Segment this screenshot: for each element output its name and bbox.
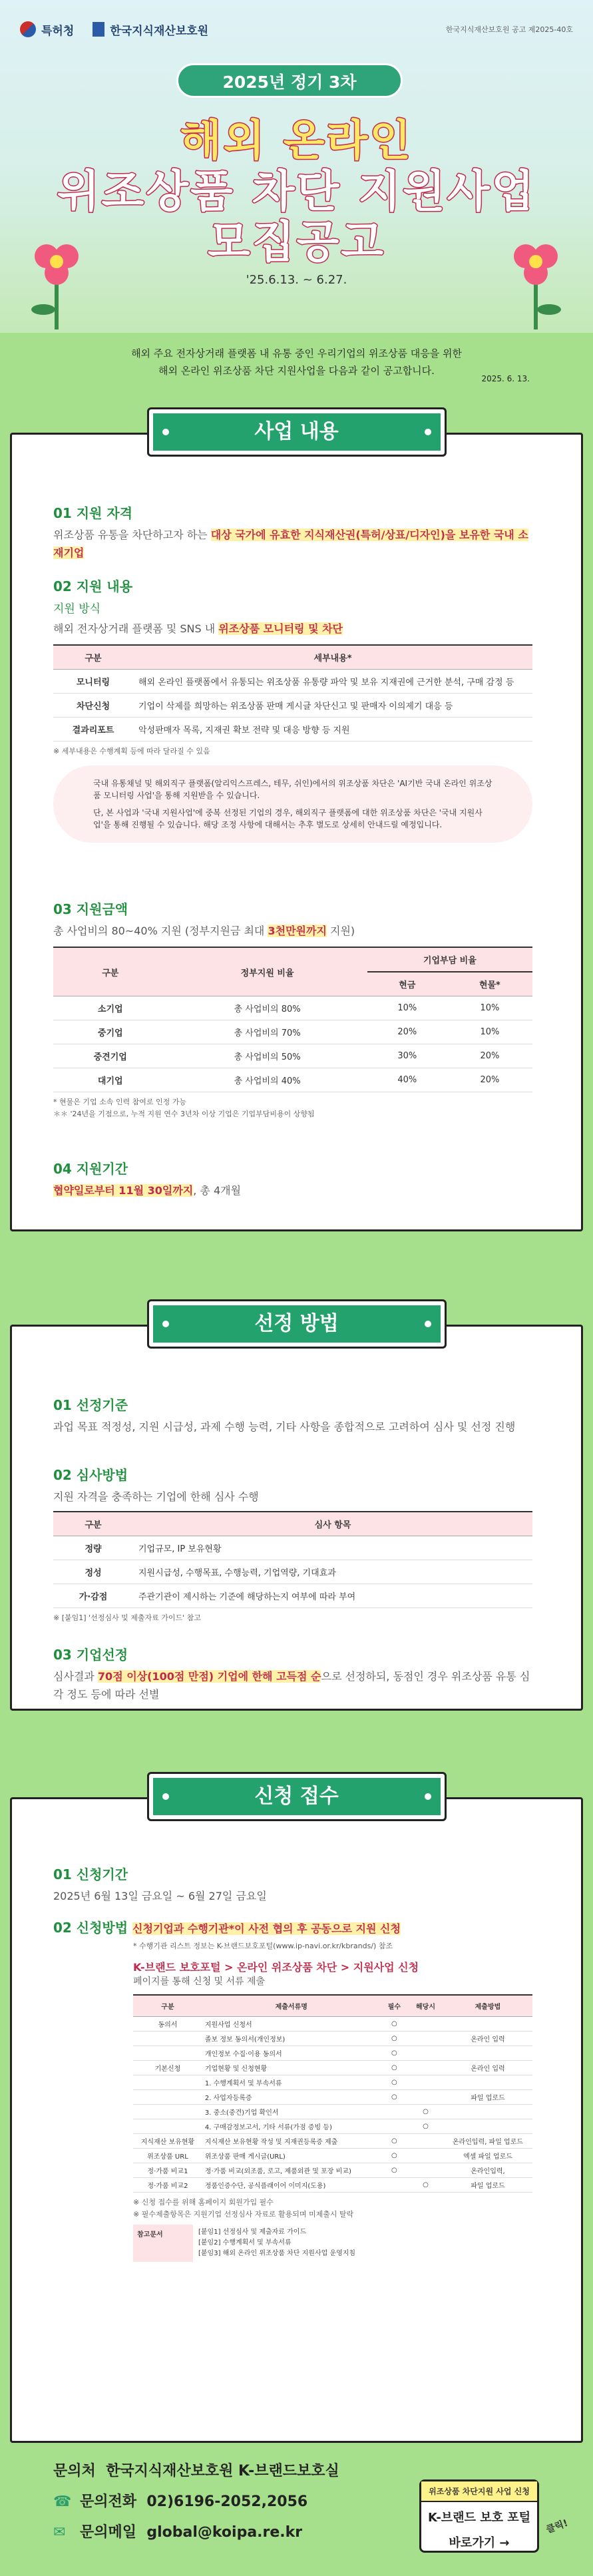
table-row: [133, 2105, 532, 2119]
cell: 대기업: [53, 1068, 168, 1092]
cell: [443, 2105, 532, 2119]
intro: [0, 333, 593, 399]
kbrand-portal-line2: 바로가기 →: [449, 2536, 510, 2550]
kipo-logo: [20, 21, 74, 38]
contact-org-label: 문의처: [53, 2463, 96, 2479]
cell: [443, 2075, 532, 2090]
cell: ○: [408, 2119, 443, 2134]
criteria-heading: 01 선정기준: [53, 1397, 128, 1413]
cell: ○: [381, 2090, 408, 2105]
apply-method-note: * 수행기관 리스트 정보는 K-브랜드보호포털(www.ip-navi.or.kr/kbrands/) 참조: [133, 1942, 393, 1950]
support-amount: [53, 899, 532, 1120]
amount-note-1: * 현물은 기업 소속 인력 참여로 인정 가능: [53, 1098, 186, 1106]
cell: 30%: [367, 1044, 447, 1068]
section-selection-badge: [147, 1299, 447, 1349]
notice-number: 한국지식재산보호원 공고 제2025-40호: [445, 25, 573, 34]
cell: [408, 2090, 443, 2105]
pink-notice: [53, 765, 532, 843]
content-table: [53, 644, 532, 742]
cell: 개인정보 수집·이용 동의서: [202, 2046, 381, 2061]
table-row: [133, 2017, 532, 2032]
cell: 4. 구매감정보고서, 기타 서류(가점 증빙 등): [202, 2119, 381, 2134]
reference-docs: [133, 2225, 532, 2262]
section-apply-badge: [147, 1772, 447, 1821]
amount-col-1: 구분: [53, 947, 168, 996]
docs-col-3: 필수: [381, 1995, 408, 2017]
cell: 온라인입력, 파일 업로드: [443, 2134, 532, 2149]
cell: 정량: [53, 1536, 133, 1560]
reference-doc-2: [붙임2] 수행계획서 및 부속서류: [198, 2239, 292, 2247]
table-row: [133, 2149, 532, 2163]
docs-note-1: ※ 신청 접수를 위해 홈페이지 회원가입 필수: [133, 2198, 274, 2207]
selection-criteria: [53, 1395, 532, 1436]
cell: 기업규모, IP 보유현황: [133, 1536, 532, 1560]
content-sub: 지원 방식: [53, 602, 101, 616]
cell: 졸보 정보 동의서(개인정보): [202, 2032, 381, 2046]
section-business-badge: [147, 407, 447, 457]
apply-period-heading: 01 신청기간: [53, 1866, 128, 1882]
amount-col-2: 정부지원 비율: [168, 947, 367, 996]
cell: 파일 업로드: [443, 2090, 532, 2105]
cell: [133, 2046, 202, 2061]
cell: 지원사업 신청서: [202, 2017, 381, 2032]
table-row: [133, 2119, 532, 2134]
apply-method: [53, 1917, 532, 2262]
section-selection-title: 선정 방법: [254, 1312, 339, 1335]
cell: [408, 2163, 443, 2178]
hero-period: '25.6.13. ~ 6.27.: [246, 273, 347, 287]
cell: 지원시급성, 수행목표, 수행능력, 기업역량, 기대효과: [133, 1560, 532, 1584]
cell: 기본신청: [133, 2061, 202, 2075]
cell: 정성: [53, 1560, 133, 1584]
cell: 기업현황 및 신청현황: [202, 2061, 381, 2075]
cell: 중견기업: [53, 1044, 168, 1068]
cell: [133, 2090, 202, 2105]
amount-text-c: 지원): [326, 925, 355, 937]
cell: 10%: [447, 1020, 532, 1044]
contact-mail-label: 문의메일: [80, 2524, 137, 2541]
cell: 정·가품 비교2: [133, 2178, 202, 2193]
cell: [408, 2032, 443, 2046]
cell: [133, 2105, 202, 2119]
cell: 위조상품 판매 게시글(URL): [202, 2149, 381, 2163]
contact-tel-label: 문의전화: [80, 2493, 137, 2510]
table-row: [133, 2178, 532, 2193]
amount-col-kind: 현물*: [447, 972, 532, 996]
hero-title-2: 위조상품 차단 지원사업: [57, 166, 536, 217]
support-content: [53, 576, 532, 843]
contact-tel[interactable]: 02)6196-2052,2056: [146, 2493, 308, 2510]
cell: ○: [381, 2061, 408, 2075]
cell: ○: [381, 2046, 408, 2061]
amount-text-a: 총 사업비의 80~40% 지원 (정부지원금 최대: [53, 925, 268, 937]
kipa-logo: [93, 21, 208, 38]
contact-info: [53, 2456, 339, 2548]
hero-title-3: 모집공고: [207, 216, 386, 268]
review-col-2: 심사 항목: [133, 1512, 532, 1536]
apply-period: [53, 1864, 532, 1905]
cell: 동의서: [133, 2017, 202, 2032]
table-row: [53, 1044, 532, 1068]
cell: [408, 2134, 443, 2149]
content-text-a: 해외 전자상거래 플랫폼 및 SNS 내: [53, 622, 219, 635]
table-row: [133, 2163, 532, 2178]
company-selection-b: 70점 이상(100점 만점) 기업에 한해 고득점 순: [97, 1670, 321, 1683]
cell: [408, 2046, 443, 2061]
content-col-2: 세부내용*: [133, 645, 532, 670]
amount-heading: 03 지원금액: [53, 901, 128, 917]
cell: [133, 2075, 202, 2090]
content-note: ※ 세부내용은 수행계획 등에 따라 달라질 수 있음: [53, 747, 210, 755]
cell: 지식재산 보유현황 작성 및 지재권등록증 제출: [202, 2134, 381, 2149]
cell: 3. 중소(중견)기업 확인서: [202, 2105, 381, 2119]
cell: [381, 2119, 408, 2134]
apply-period-text: 2025년 6월 13일 금요일 ~ 6월 27일 금요일: [53, 1890, 267, 1902]
amount-col-cash: 현금: [367, 972, 447, 996]
cell: 총 사업비의 70%: [168, 1020, 367, 1044]
reference-label: 참고문서: [133, 2225, 193, 2262]
cell: ○: [381, 2163, 408, 2178]
period-heading: 04 지원기간: [53, 1161, 128, 1177]
cell: 주관기관이 제시하는 기준에 해당하는지 여부에 따라 부여: [133, 1584, 532, 1608]
docs-col-2: 제출서류명: [202, 1995, 381, 2017]
cell: [381, 2178, 408, 2193]
criteria-text: 과업 목표 적정성, 지원 시급성, 과제 수행 능력, 기타 사항을 종합적으로 고려하여 심사 및 선정 진행: [53, 1420, 516, 1433]
table-row: [53, 1020, 532, 1044]
flower-left-icon: [27, 236, 87, 329]
table-row: [53, 694, 532, 718]
cell: 중기업: [53, 1020, 168, 1044]
cell: 가·감점: [53, 1584, 133, 1608]
docs-col-4: 해당시: [408, 1995, 443, 2017]
eligibility-text: [53, 526, 532, 562]
cell: 정·가품 비교(외조품, 로고, 제품외관 및 포장 비교): [202, 2163, 381, 2178]
support-eligibility: [53, 503, 532, 562]
apply-method-text: 신청기업과 수행기관*이 사전 협의 후 공동으로 지원 신청: [132, 1922, 401, 1935]
company-selection-a: 심사결과: [53, 1670, 98, 1683]
cell: 온라인입력,: [443, 2163, 532, 2178]
company-selection-heading: 03 기업선정: [53, 1647, 128, 1663]
cell: 20%: [447, 1044, 532, 1068]
cell: 기업이 삭제를 희망하는 위조상품 판매 게시글 차단신고 및 판매자 이의제기 대응 등: [133, 694, 532, 718]
click-label: 클릭!: [544, 2517, 570, 2536]
pink-notice-2: 단, 본 사업과 '국내 지원사업'에 중복 선정된 기업의 경우, 해외직구 플랫폼에 대한 위조상품 차단은 '국내 지원사업'을 통해 진행될 수 있습니다. 해당 조정 사항에 대해서는 추후 별도로 상세히 안내드릴 예정입니다.: [93, 808, 483, 829]
eligibility-heading: 01 지원 자격: [53, 505, 133, 521]
period-text-a: 협약일로부터 11월 30일까지: [53, 1184, 194, 1197]
docs-col-5: 제출방법: [443, 1995, 532, 2017]
apply-method-heading: [53, 1917, 532, 1936]
company-selection: [53, 1644, 532, 1703]
table-row: [133, 2061, 532, 2075]
table-row: [133, 2032, 532, 2046]
cell: [381, 2105, 408, 2119]
cell: 모니터링: [53, 670, 133, 694]
cell: ○: [408, 2178, 443, 2193]
company-selection-c: 으로 선정하되, 동점인 경우 위조상품 유통 심각 정도 등에 따라 선별: [53, 1670, 530, 1701]
cell: 20%: [447, 1068, 532, 1092]
cell: 위조상품 URL: [133, 2149, 202, 2163]
table-row: [133, 2075, 532, 2090]
table-row: [53, 670, 532, 694]
cell: 10%: [447, 996, 532, 1020]
review-heading: 02 심사방법: [53, 1467, 128, 1483]
amount-table: [53, 947, 532, 1092]
cell: 소기업: [53, 996, 168, 1020]
cell: [408, 2017, 443, 2032]
table-row: [133, 2134, 532, 2149]
phone-icon: ☎: [53, 2493, 72, 2510]
documents-table: [133, 1994, 532, 2193]
cell: 결과리포트: [53, 718, 133, 742]
kbrand-portal-label: 위조상품 차단지원 사업 신청: [421, 2481, 537, 2502]
section-apply-title: 신청 접수: [254, 1785, 339, 1808]
cell: ○: [381, 2149, 408, 2163]
pink-notice-1: 국내 유통채널 및 해외직구 플랫폼(알리익스프레스, 테무, 쉬인)에서의 위조상품 차단은 'AI기반 국내 온라인 위조상품 모니터링 사업'을 통해 지원받을 수 있습니다.: [93, 779, 493, 800]
review-text: 지원 자격을 충족하는 기업에 한해 심사 수행: [53, 1490, 259, 1503]
kipa-name: 한국지식재산보호원: [110, 24, 209, 38]
table-row: [53, 1560, 532, 1584]
round-pill: 2025년 정기 3차: [176, 63, 403, 98]
kbrand-portal-button[interactable]: [419, 2479, 539, 2553]
hero: [0, 0, 593, 333]
top-bar: [20, 16, 573, 43]
table-row: [53, 1068, 532, 1092]
cell: 엑셀 파일 업로드: [443, 2149, 532, 2163]
cell: ○: [381, 2075, 408, 2090]
cell: ○: [381, 2134, 408, 2149]
contact-org: 한국지식재산보호원 K-브랜드보호실: [106, 2463, 339, 2479]
cell: 정품인증수단, 공식플래이어 이미지(도용): [202, 2178, 381, 2193]
review-method: [53, 1464, 532, 1624]
reference-doc-3: [붙임3] 해외 온라인 위조상품 차단 지원사업 운영지침: [198, 2250, 356, 2257]
table-row: [133, 2046, 532, 2061]
content-text-b: 위조상품 모니터링 및 차단: [218, 622, 343, 635]
cell: 악성판매자 목록, 지재권 확보 전략 및 대응 방향 등 지원: [133, 718, 532, 742]
amount-text-b: 3천만원까지: [268, 925, 327, 937]
support-period: [53, 1158, 532, 1199]
eligibility-text-b: 대상 국가에 유효한 지식재산권(특허/상표/디자인)을 보유한 국내 소재기업: [53, 529, 528, 559]
amount-note-2: ＊＊ '24년을 기점으로, 누적 지원 연수 3년차 이상 기업은 기업부담비용이 상향됨: [53, 1110, 315, 1118]
table-row: [53, 996, 532, 1020]
table-row: [53, 718, 532, 742]
cell: [133, 2032, 202, 2046]
content-heading: 02 지원 내용: [53, 578, 133, 594]
cell: [133, 2119, 202, 2134]
cell: [408, 2061, 443, 2075]
cell: [408, 2149, 443, 2163]
mail-icon: ✉: [53, 2524, 66, 2541]
table-row: [53, 1536, 532, 1560]
cell: 파일 업로드: [443, 2178, 532, 2193]
eligibility-text-a: 위조상품 유통을 차단하고자 하는: [53, 529, 211, 541]
reference-doc-1: [붙임1] 선정심사 및 제출자료 가이드: [198, 2229, 307, 2236]
cell: ○: [408, 2105, 443, 2119]
cell: [443, 2046, 532, 2061]
cell: ○: [381, 2032, 408, 2046]
docs-note-2: ※ 필수제출항목은 지원기업 선정심사 자료로 활용되며 미제출시 탈락: [133, 2210, 354, 2219]
intro-line-1: 해외 주요 전자상거래 플랫폼 내 유통 중인 우리기업의 위조상품 대응을 위한: [131, 347, 462, 359]
cell: 온라인 입력: [443, 2032, 532, 2046]
cell: 20%: [367, 1020, 447, 1044]
review-table: [53, 1511, 532, 1608]
review-note: ※ [붙임1] '선정심사 및 제출자료 가이드' 참고: [53, 1613, 201, 1622]
apply-method-title: 02 신청방법: [53, 1920, 128, 1936]
table-row: [133, 2090, 532, 2105]
cell: [443, 2119, 532, 2134]
table-row: [53, 1584, 532, 1608]
cell: 지식재산 보유현황: [133, 2134, 202, 2149]
kipo-name: 특허청: [41, 24, 75, 38]
apply-path: K-브랜드 보호포털 > 온라인 위조상품 차단 > 지원사업 신청: [133, 1961, 419, 1974]
content-col-1: 구분: [53, 645, 133, 670]
cell: 차단신청: [53, 694, 133, 718]
review-col-1: 구분: [53, 1512, 133, 1536]
cell: 40%: [367, 1068, 447, 1092]
cell: 10%: [367, 996, 447, 1020]
period-text-b: , 총 4개월: [193, 1184, 242, 1197]
apply-path-desc: 페이지를 통해 신청 및 서류 제출: [133, 1976, 266, 1987]
cell: 온라인 입력: [443, 2061, 532, 2075]
contact-mail[interactable]: global@koipa.re.kr: [146, 2524, 303, 2541]
cell: 2. 사업자등록증: [202, 2090, 381, 2105]
cell: 정·가품 비교1: [133, 2163, 202, 2178]
cell: [443, 2017, 532, 2032]
cell: [408, 2075, 443, 2090]
cell: 1. 수행계획서 및 부속서류: [202, 2075, 381, 2090]
amount-col-3: 기업부담 비율: [367, 947, 532, 972]
hero-title-1: 해외 온라인: [180, 116, 413, 166]
cell: 해외 온라인 플랫폼에서 유통되는 위조상품 유통량 파악 및 보유 지재권에 근거한 분석, 구매 감정 등: [133, 670, 532, 694]
intro-line-2: 해외 온라인 위조상품 차단 지원사업을 다음과 같이 공고합니다.: [158, 365, 435, 377]
cell: ○: [381, 2017, 408, 2032]
kbrand-portal-line1: K-브랜드 보호 포털: [427, 2511, 531, 2525]
flower-right-icon: [506, 236, 566, 329]
cell: 총 사업비의 80%: [168, 996, 367, 1020]
cell: 총 사업비의 40%: [168, 1068, 367, 1092]
cell: 총 사업비의 50%: [168, 1044, 367, 1068]
docs-col-1: 구분: [133, 1995, 202, 2017]
intro-date: 2025. 6. 13.: [481, 374, 530, 383]
section-business-title: 사업 내용: [254, 420, 339, 443]
